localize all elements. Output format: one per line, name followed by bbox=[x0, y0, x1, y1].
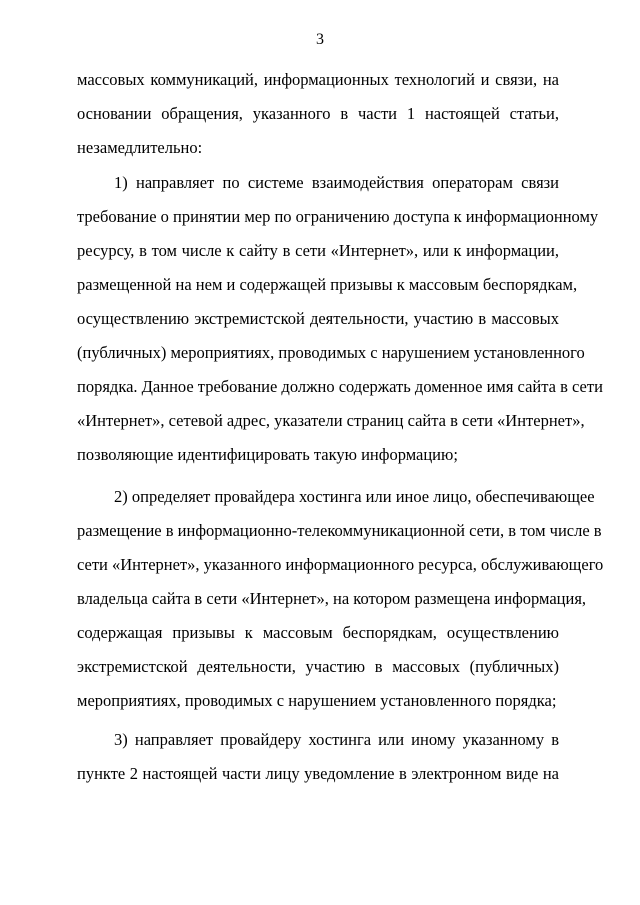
text-line: 2) определяет провайдера хостинга или иное лицо, обеспечивающее bbox=[114, 487, 595, 506]
page-number: 3 bbox=[316, 31, 324, 48]
paragraph-continuation bbox=[77, 63, 559, 165]
text-line: незамедлительно: bbox=[77, 138, 203, 157]
paragraph-item-3 bbox=[77, 723, 559, 791]
text-line: (публичных) мероприятиях, проводимых с нарушением установленного bbox=[77, 343, 585, 362]
text-line: экстремистской деятельности, участию в массовых (публичных) bbox=[77, 657, 559, 676]
text-line: размещение в информационно-телекоммуникационной сети, в том числе в bbox=[77, 521, 602, 540]
text-line: массовых коммуникаций, информационных технологий и связи, на bbox=[77, 70, 559, 89]
text-line: сети «Интернет», указанного информационного ресурса, обслуживающего bbox=[77, 555, 604, 574]
text-line: 3) направляет провайдеру хостинга или иному указанному в bbox=[114, 730, 559, 749]
text-line: позволяющие идентифицировать такую информацию; bbox=[77, 445, 458, 464]
paragraph-item-2 bbox=[77, 480, 604, 718]
text-line: пункте 2 настоящей части лицу уведомление в электронном виде на bbox=[77, 764, 559, 783]
paragraph-item-1 bbox=[77, 166, 603, 472]
text-line: требование о принятии мер по ограничению доступа к информационному bbox=[77, 207, 599, 226]
text-line: «Интернет», сетевой адрес, указатели страниц сайта в сети «Интернет», bbox=[77, 411, 585, 430]
text-line: мероприятиях, проводимых с нарушением установленного порядка; bbox=[77, 691, 557, 710]
text-line: содержащая призывы к массовым беспорядкам, осуществлению bbox=[77, 623, 559, 642]
text-line: основании обращения, указанного в части 1 настоящей статьи, bbox=[77, 104, 559, 123]
text-line: 1) направляет по системе взаимодействия операторам связи bbox=[114, 173, 559, 192]
text-line: осуществлению экстремистской деятельности, участию в массовых bbox=[77, 309, 559, 328]
text-line: размещенной на нем и содержащей призывы к массовым беспорядкам, bbox=[77, 275, 578, 294]
text-line: владельца сайта в сети «Интернет», на котором размещена информация, bbox=[77, 589, 587, 608]
text-line: ресурсу, в том числе к сайту в сети «Интернет», или к информации, bbox=[77, 241, 559, 260]
text-line: порядка. Данное требование должно содержать доменное имя сайта в сети bbox=[77, 377, 603, 396]
